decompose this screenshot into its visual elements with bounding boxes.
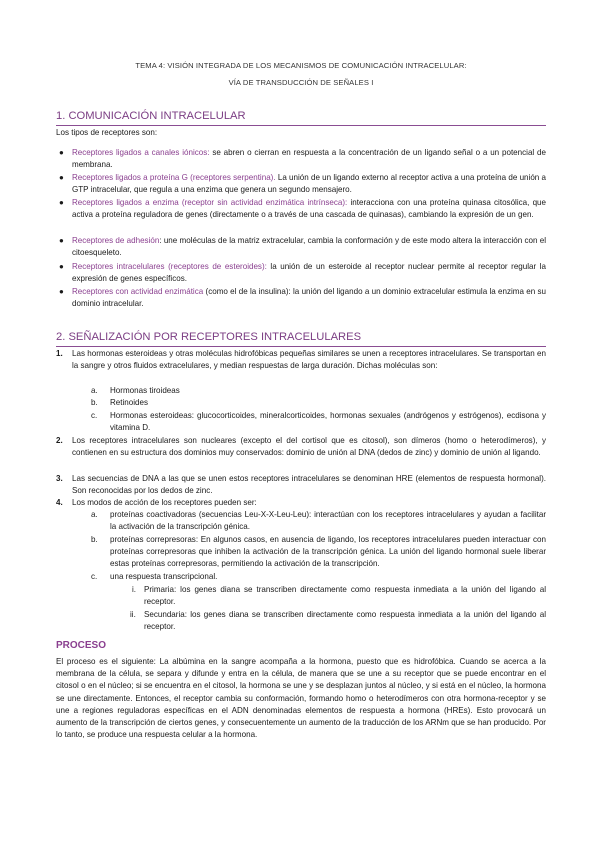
header-line-1: TEMA 4: VISIÓN INTEGRADA DE LOS MECANISMOS DE COMUNICACIÓN INTRACELULAR: [135,61,467,70]
bullet-icon: ● [59,198,64,207]
list-number: 3. [56,474,63,483]
list-item-text: : une moléculas de la matriz extracelular, cambia la conformación y de este modo altera la interacción con el citoesqueleto. [72,236,546,258]
list-item-text: Los modos de acción de los receptores pueden ser: [72,498,257,507]
bullet-icon: ● [59,173,64,182]
list-item-text: interacciona con una proteína quinasa citosólica, que activa a proteína reguladora de genes (directamente o a través de una cascada de quinasas), cambiando la expresión de un gen. [72,198,546,220]
sub-item-text: Secundaria: los genes diana se transcriben directamente como respuesta inmediata a la unión del ligando al receptor. [144,610,546,632]
list-item-term: Receptores intracelulares (receptores de esteroides): [72,262,267,271]
list-number: 1. [56,349,63,358]
list-item-text: La unión de un ligando externo al receptor activa a una proteína de unión a GTP intracelular, que regula a una enzima que genera un segundo mensajero. [72,173,546,195]
list-item-text: Las secuencias de DNA a las que se unen estos receptores intracelulares se denominan HRE (elementos de respuesta hormonal). Son reconocidas por los dedos de zinc. [72,474,546,496]
list-number: 2. [56,436,63,445]
section-1-intro: Los tipos de receptores son: [56,128,158,137]
list-item-term: Receptores ligados a enzima (receptor sin actividad enzimática intrínseca): [72,198,348,207]
sub-letter: a. [91,386,98,395]
list-item-text: se abren o cierran en respuesta a la concentración de un ligando señal o a un potencial de membrana. [72,148,546,170]
bullet-icon: ● [59,287,64,296]
sub-roman: ii. [130,610,136,619]
sub-letter: b. [91,398,98,407]
sub-letter: c. [91,572,98,581]
sub-roman: i. [132,585,137,594]
header-line-2: VÍA DE TRANSDUCCIÓN DE SEÑALES I [228,78,374,87]
sub-item-text: proteínas coactivadoras (secuencias Leu-X-X-Leu-Leu): interactúan con los receptores intracelulares y ayudan a facilitar la activación de la transcripción génica. [110,510,546,532]
list-item-term: Receptores de adhesión [72,236,160,245]
list-item-text: Las hormonas esteroideas y otras moléculas hidrofóbicas pequeñas similares se unen a receptores intracelulares. Se transportan en la sangre y otros fluidos extracelulares, y median respuestas de larga duración. Dichas moléculas son: [72,349,546,371]
list-item-text: (como el de la insulina): la unión del ligando a un dominio extracelular estimula la enzima en su dominio intracelular. [72,287,546,309]
list-item-text: la unión de un esteroide al receptor nuclear permite al receptor regular la expresión de genes específicos. [72,262,546,284]
sub-letter: b. [91,535,98,544]
list-item-term: Receptores con actividad enzimática [72,287,204,296]
list-item-term: Receptores ligados a canales iónicos: [72,148,210,157]
list-item-text: Los receptores intracelulares son nucleares (excepto el del cortisol que es citosol), son dímeros (homo o heterodímeros), y contienen en su estructura dos dominios muy conservados: dominio de unión al DNA (dedos de zinc) y dominio de unión al ligando. [72,436,546,458]
sub-item-text: Hormonas esteroideas: glucocorticoides, mineralcorticoides, hormonas sexuales (andrógenos y estrógenos), ecdisona y vitamina D. [110,411,546,433]
proceso-title: PROCESO [56,640,107,651]
list-number: 4. [56,498,63,507]
sub-letter: c. [91,411,98,420]
bullet-icon: ● [59,262,64,271]
sub-item-text: Retinoides [110,398,149,407]
list-item-term: Receptores ligados a proteína G (receptores serpentina). [72,173,276,182]
section-2-title: 2. SEÑALIZACIÓN POR RECEPTORES INTRACELULARES [56,331,546,347]
sub-letter: a. [91,510,98,519]
section-1-title: 1. COMUNICACIÓN INTRACELULAR [56,110,546,126]
bullet-icon: ● [59,148,64,157]
sub-item-text: proteínas correpresoras: En algunos casos, en ausencia de ligando, los receptores intracelulares pueden interactuar con proteínas correpresoras que inhiben la activación de la transcripción génica. La unión del ligando hormonal suele liberar estas proteínas correpresoras, permitiendo la activación de la transcripción. [110,535,546,569]
bullet-icon: ● [59,236,64,245]
sub-item-text: Hormonas tiroideas [110,386,180,395]
sub-item-text: una respuesta transcripcional. [110,572,218,581]
proceso-text: El proceso es el siguiente: La albúmina en la sangre acompaña a la hormona, puesto que es hidrofóbica. Cuando se acerca a la membrana de la célula, se separa y difunde y entra en la célula, de manera que se une a su receptor que se puede encontrar en el citosol o en el núcleo; si se encuentra en el citosol, la hormona se une y se desplazan juntos al núcleo, y si está en el núcleo, la hormona se une directamente. Entonces, el receptor cambia su conformación, formando homo o heterodímeros con otra hormona-receptor y se une a regiones reguladoras específicas en el ADN denominadas elementos de respuesta a hormona (HREs). Esto provocará un aumento de la transcripción de ciertos genes, y consecuentemente un aumento de la traducción de los ARNm que se han producido. Por lo tanto, se produce una respuesta celular a la hormona. [56,657,546,740]
sub-item-text: Primaria: los genes diana se transcriben directamente como respuesta inmediata a la unión del ligando al receptor. [144,585,546,607]
